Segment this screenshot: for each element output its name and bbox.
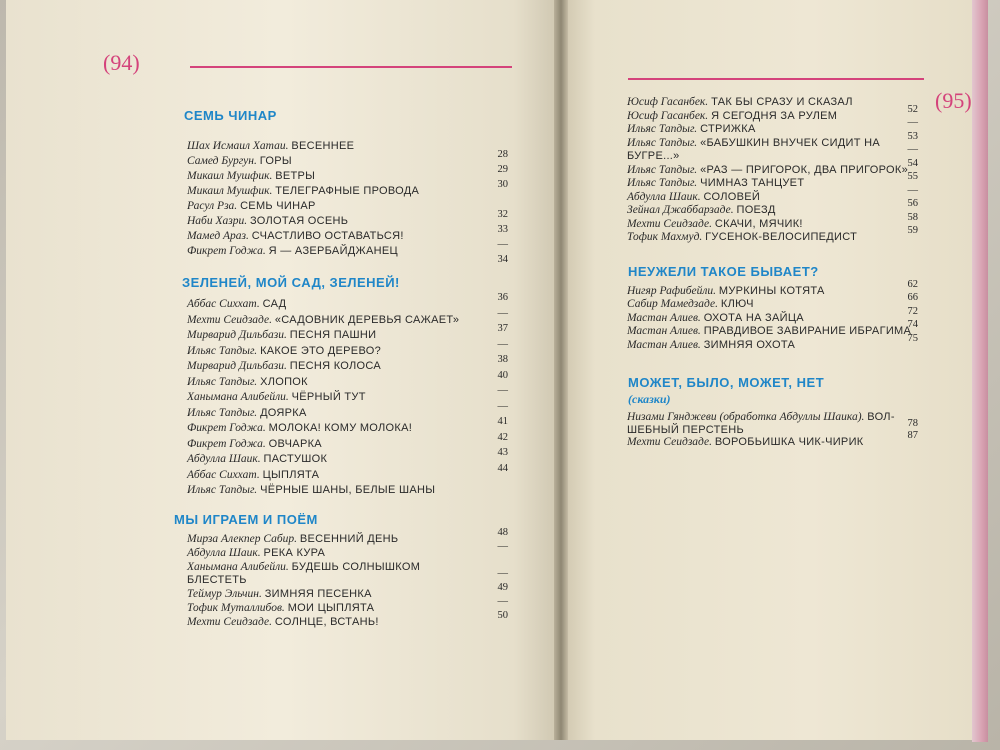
toc-entry bbox=[187, 547, 325, 560]
entry-title: КАКОЕ ЭТО ДЕРЕВО? bbox=[260, 344, 381, 357]
entry-page-number: 30 bbox=[497, 179, 508, 190]
right-section-subtitle: (сказки) bbox=[628, 392, 671, 406]
entry-author: Юсиф Гасанбек. bbox=[627, 109, 712, 122]
entry-title: ТАК БЫ СРАЗУ И СКАЗАЛ bbox=[711, 96, 853, 108]
toc-entry bbox=[187, 345, 381, 358]
toc-entry bbox=[187, 438, 322, 451]
entry-title: БУДЕШЬ СОЛНЫШКОМ bbox=[291, 560, 421, 573]
entry-title: ПРАВДИВОЕ ЗАВИРАНИЕ ИБРАГИМА bbox=[703, 325, 912, 338]
entry-page-number: 58 bbox=[907, 211, 918, 223]
entry-author: Фикрет Годжа. bbox=[187, 437, 269, 450]
entry-title: ЧИМНАЗ ТАНЦУЕТ bbox=[700, 177, 805, 189]
entry-author: Фикрет Годжа. bbox=[187, 422, 269, 434]
entry-title: ПОЕЗД bbox=[736, 204, 776, 216]
toc-entry bbox=[187, 245, 398, 258]
toc-entry bbox=[187, 602, 374, 615]
toc-entry bbox=[627, 191, 760, 204]
entry-title: ЗИМНЯЯ ОХОТА bbox=[703, 338, 796, 351]
entry-page-number: — bbox=[497, 385, 508, 396]
entry-page-number: 55 bbox=[907, 171, 918, 182]
entry-page-number: — bbox=[907, 117, 918, 128]
entry-page-number: 43 bbox=[497, 447, 508, 458]
entry-title: ГУСЕНОК-ВЕЛОСИПЕДИСТ bbox=[705, 231, 858, 243]
toc-entry bbox=[627, 424, 744, 437]
toc-entry bbox=[187, 453, 327, 466]
entry-title: ЧЁРНЫЙ ТУТ bbox=[291, 391, 366, 403]
toc-entry bbox=[187, 155, 292, 168]
entry-author: Ильяс Тапдыг. bbox=[627, 177, 701, 189]
entry-page-number: — bbox=[497, 307, 508, 319]
entry-author: Микаил Мушфик. bbox=[187, 170, 276, 182]
entry-author: Тофик Муталлибов. bbox=[187, 602, 288, 614]
entry-page-number: 53 bbox=[907, 130, 918, 142]
toc-entry bbox=[187, 422, 412, 435]
entry-title: ШЕБНЫЙ ПЕРСТЕНЬ bbox=[627, 423, 745, 436]
entry-author: Наби Хазри. bbox=[187, 215, 250, 227]
entry-author: Теймур Эльчин. bbox=[187, 588, 265, 601]
toc-entry bbox=[187, 215, 348, 228]
entry-page-number: 33 bbox=[497, 224, 508, 235]
toc-entry bbox=[627, 204, 776, 217]
entry-page-number: — bbox=[497, 596, 508, 607]
entry-author: Мехти Сеидзаде. bbox=[187, 313, 275, 326]
entry-page-number: 49 bbox=[497, 582, 508, 594]
entry-author: Ильяс Тапдыг. bbox=[627, 136, 701, 149]
entry-title: ПАСТУШОК bbox=[263, 453, 328, 465]
entry-author: Ильяс Тапдыг. bbox=[187, 375, 261, 388]
entry-page-number: 50 bbox=[497, 609, 508, 621]
entry-title: ВЕТРЫ bbox=[275, 170, 316, 182]
entry-page-number: 38 bbox=[497, 354, 508, 365]
entry-author: Расул Рза. bbox=[187, 200, 241, 212]
entry-author: Микаил Мушфик. bbox=[187, 185, 276, 197]
entry-title: Я СЕГОДНЯ ЗА РУЛЕМ bbox=[711, 109, 838, 122]
entry-page-number: 48 bbox=[497, 527, 508, 538]
toc-entry bbox=[187, 360, 381, 373]
entry-page-number: 52 bbox=[907, 103, 918, 115]
entry-title: ПЕСНЯ ПАШНИ bbox=[289, 329, 377, 341]
entry-title: СТРИЖКА bbox=[700, 123, 756, 135]
right-header-rule bbox=[628, 78, 924, 80]
entry-page-number: 74 bbox=[907, 319, 918, 331]
entry-page-number: 44 bbox=[497, 462, 508, 474]
toc-entry bbox=[187, 484, 435, 497]
right-section-title: НЕУЖЕЛИ ТАКОЕ БЫВАЕТ? bbox=[628, 264, 819, 279]
entry-title: МОИ ЦЫПЛЯТА bbox=[287, 602, 375, 614]
entry-author: Сабир Мамедзаде. bbox=[627, 298, 721, 311]
entry-author: Шах Исмаил Хатаи. bbox=[187, 140, 292, 152]
entry-page-number: — bbox=[497, 400, 508, 412]
toc-entry bbox=[187, 469, 319, 482]
entry-title: ВОРОБЬИШКА ЧИК-ЧИРИК bbox=[714, 436, 864, 448]
entry-page-number: — bbox=[497, 540, 508, 552]
toc-entry bbox=[627, 411, 895, 424]
entry-title: БУГРЕ...» bbox=[627, 150, 680, 162]
entry-author: Ильяс Тапдыг. bbox=[187, 406, 261, 419]
toc-entry bbox=[187, 574, 247, 587]
entry-title: ПЕСНЯ КОЛОСА bbox=[289, 360, 382, 372]
entry-author: Абдулла Шаик. bbox=[187, 546, 264, 559]
entry-author: Нигяр Рафибейли. bbox=[627, 285, 719, 297]
entry-title: СКАЧИ, МЯЧИК! bbox=[714, 217, 803, 230]
toc-entry bbox=[627, 285, 825, 298]
left-header-rule bbox=[190, 66, 512, 68]
toc-entry bbox=[627, 177, 804, 190]
entry-author: Мастан Алиев. bbox=[627, 338, 704, 351]
entry-page-number: 32 bbox=[497, 209, 508, 220]
toc-entry bbox=[627, 164, 908, 177]
entry-title: ВЕСЕННЕЕ bbox=[291, 140, 355, 152]
toc-entry bbox=[627, 339, 795, 352]
entry-title: ЦЫПЛЯТА bbox=[262, 468, 320, 481]
entry-title: СОЛНЦЕ, ВСТАНЬ! bbox=[274, 615, 379, 628]
entry-page-number: 62 bbox=[907, 279, 918, 290]
entry-page-number: 54 bbox=[907, 157, 918, 169]
toc-entry bbox=[627, 312, 804, 325]
toc-entry bbox=[187, 407, 307, 420]
left-section-title: ЗЕЛЕНЕЙ, МОЙ САД, ЗЕЛЕНЕЙ! bbox=[182, 275, 400, 290]
entry-title: ХЛОПОК bbox=[260, 375, 308, 388]
entry-author: Тофик Махмуд. bbox=[627, 231, 706, 243]
entry-author: Самед Бургун. bbox=[187, 155, 260, 167]
right-page-number: (95) bbox=[935, 88, 972, 113]
entry-page-number: 36 bbox=[497, 292, 508, 303]
toc-entry bbox=[627, 96, 853, 109]
right-section-title: МОЖЕТ, БЫЛО, МОЖЕТ, НЕТ bbox=[628, 375, 825, 390]
entry-author: Ханымана Алибейли. bbox=[187, 560, 292, 573]
toc-entry bbox=[187, 230, 404, 243]
book-cover-edge bbox=[972, 0, 988, 742]
toc-entry bbox=[627, 298, 754, 311]
toc-entry bbox=[627, 150, 680, 163]
left-section-title: МЫ ИГРАЕМ И ПОЁМ bbox=[174, 512, 318, 527]
toc-entry bbox=[187, 616, 379, 629]
entry-page-number: — bbox=[497, 568, 508, 580]
entry-page-number: 28 bbox=[497, 149, 508, 160]
entry-page-number: 75 bbox=[907, 332, 918, 344]
entry-title: ЧЁРНЫЕ ШАНЫ, БЕЛЫЕ ШАНЫ bbox=[260, 484, 436, 496]
toc-entry bbox=[187, 588, 372, 601]
toc-entry bbox=[627, 123, 756, 136]
entry-title: «САДОВНИК ДЕРЕВЬЯ САЖАЕТ» bbox=[274, 313, 460, 326]
entry-page-number: 72 bbox=[907, 305, 918, 317]
entry-author: Ильяс Тапдыг. bbox=[627, 163, 701, 176]
entry-author: Мехти Сеидзаде. bbox=[187, 615, 275, 628]
toc-entry bbox=[627, 325, 911, 338]
entry-author: Абдулла Шаик. bbox=[187, 453, 264, 465]
entry-page-number: 40 bbox=[497, 369, 508, 381]
entry-page-number: 59 bbox=[907, 225, 918, 236]
entry-page-number: 66 bbox=[907, 292, 918, 304]
entry-author: Мирза Алекпер Сабир. bbox=[187, 533, 300, 545]
entry-title: РЕКА КУРА bbox=[263, 546, 326, 559]
entry-author: Мирварид Дильбази. bbox=[187, 360, 290, 372]
entry-title: КЛЮЧ bbox=[720, 298, 754, 311]
entry-author: Ильяс Тапдыг. bbox=[627, 123, 701, 135]
entry-author: Мастан Алиев. bbox=[627, 311, 704, 324]
toc-entry bbox=[187, 561, 420, 574]
toc-entry bbox=[187, 298, 286, 311]
entry-author: Ильяс Тапдыг. bbox=[187, 344, 261, 357]
toc-entry bbox=[627, 137, 880, 150]
entry-author: Юсиф Гасанбек. bbox=[627, 96, 712, 108]
entry-title: СЧАСТЛИВО ОСТАВАТЬСЯ! bbox=[251, 230, 404, 242]
entry-page-number: 42 bbox=[497, 431, 508, 443]
entry-author: Ильяс Тапдыг. bbox=[187, 484, 261, 496]
left-section-title: СЕМЬ ЧИНАР bbox=[184, 108, 277, 123]
book-spine bbox=[554, 0, 568, 740]
entry-author: Аббас Сиххат. bbox=[187, 298, 263, 310]
toc-entry bbox=[187, 533, 398, 546]
entry-author: Мехти Сеидзаде. bbox=[627, 436, 715, 448]
left-page-number: (94) bbox=[103, 50, 140, 75]
toc-entry bbox=[187, 200, 316, 213]
entry-title: ТЕЛЕГРАФНЫЕ ПРОВОДА bbox=[275, 185, 420, 197]
entry-title: МОЛОКА! КОМУ МОЛОКА! bbox=[268, 422, 413, 434]
toc-entry bbox=[187, 376, 308, 389]
entry-title: СЕМЬ ЧИНАР bbox=[240, 200, 316, 212]
entry-title: ЗОЛОТАЯ ОСЕНЬ bbox=[249, 215, 349, 227]
entry-page-number: — bbox=[497, 338, 508, 350]
entry-page-number: 56 bbox=[907, 198, 918, 209]
entry-title: ОВЧАРКА bbox=[268, 437, 322, 450]
toc-entry bbox=[187, 185, 419, 198]
entry-page-number: — bbox=[907, 144, 918, 155]
entry-page-number: 37 bbox=[497, 323, 508, 334]
entry-title: ДОЯРКА bbox=[260, 406, 307, 419]
toc-entry bbox=[187, 314, 459, 327]
entry-title: БЛЕСТЕТЬ bbox=[187, 574, 247, 587]
entry-page-number: 87 bbox=[907, 430, 918, 441]
entry-author: Аббас Сиххат. bbox=[187, 468, 263, 481]
toc-entry bbox=[627, 436, 863, 449]
entry-title: ВОЛ- bbox=[867, 411, 895, 423]
entry-author: Мирварид Дильбази. bbox=[187, 329, 290, 341]
entry-title: ГОРЫ bbox=[259, 155, 292, 167]
toc-entry bbox=[627, 231, 857, 244]
entry-title: ВЕСЕННИЙ ДЕНЬ bbox=[299, 533, 399, 545]
toc-entry bbox=[187, 391, 366, 404]
toc-entry bbox=[187, 329, 376, 342]
entry-author: Мамед Араз. bbox=[187, 230, 252, 242]
entry-page-number: 78 bbox=[907, 417, 918, 429]
entry-author: Мастан Алиев. bbox=[627, 325, 704, 338]
entry-author: Абдулла Шаик. bbox=[627, 190, 704, 203]
toc-entry bbox=[627, 218, 803, 231]
entry-title: «БАБУШКИН ВНУЧЕК СИДИТ НА bbox=[700, 136, 881, 149]
entry-author: Фикрет Годжа. bbox=[187, 245, 269, 257]
entry-author: Зейнал Джаббарзаде. bbox=[627, 204, 737, 216]
entry-page-number: 34 bbox=[497, 254, 508, 265]
entry-page-number: — bbox=[907, 184, 918, 196]
entry-title: «РАЗ — ПРИГОРОК, ДВА ПРИГОРОК» bbox=[700, 163, 909, 176]
toc-entry bbox=[187, 140, 354, 153]
entry-page-number: — bbox=[497, 239, 508, 250]
entry-title: ОХОТА НА ЗАЙЦА bbox=[703, 311, 804, 324]
entry-title: СОЛОВЕЙ bbox=[703, 190, 761, 203]
entry-title: Я — АЗЕРБАЙДЖАНЕЦ bbox=[268, 245, 398, 257]
toc-entry bbox=[627, 110, 837, 123]
entry-page-number: 41 bbox=[497, 416, 508, 427]
entry-author: Низами Гянджеви (обработка Абдуллы Шаика). bbox=[627, 411, 868, 423]
entry-author: Ханымана Алибейли. bbox=[187, 391, 292, 403]
entry-title: ЗИМНЯЯ ПЕСЕНКА bbox=[264, 588, 372, 601]
entry-page-number: 29 bbox=[497, 164, 508, 175]
entry-title: МУРКИНЫ КОТЯТА bbox=[718, 285, 825, 297]
entry-author: Мехти Сеидзаде. bbox=[627, 217, 715, 230]
entry-title: САД bbox=[262, 298, 287, 310]
toc-entry bbox=[187, 170, 315, 183]
